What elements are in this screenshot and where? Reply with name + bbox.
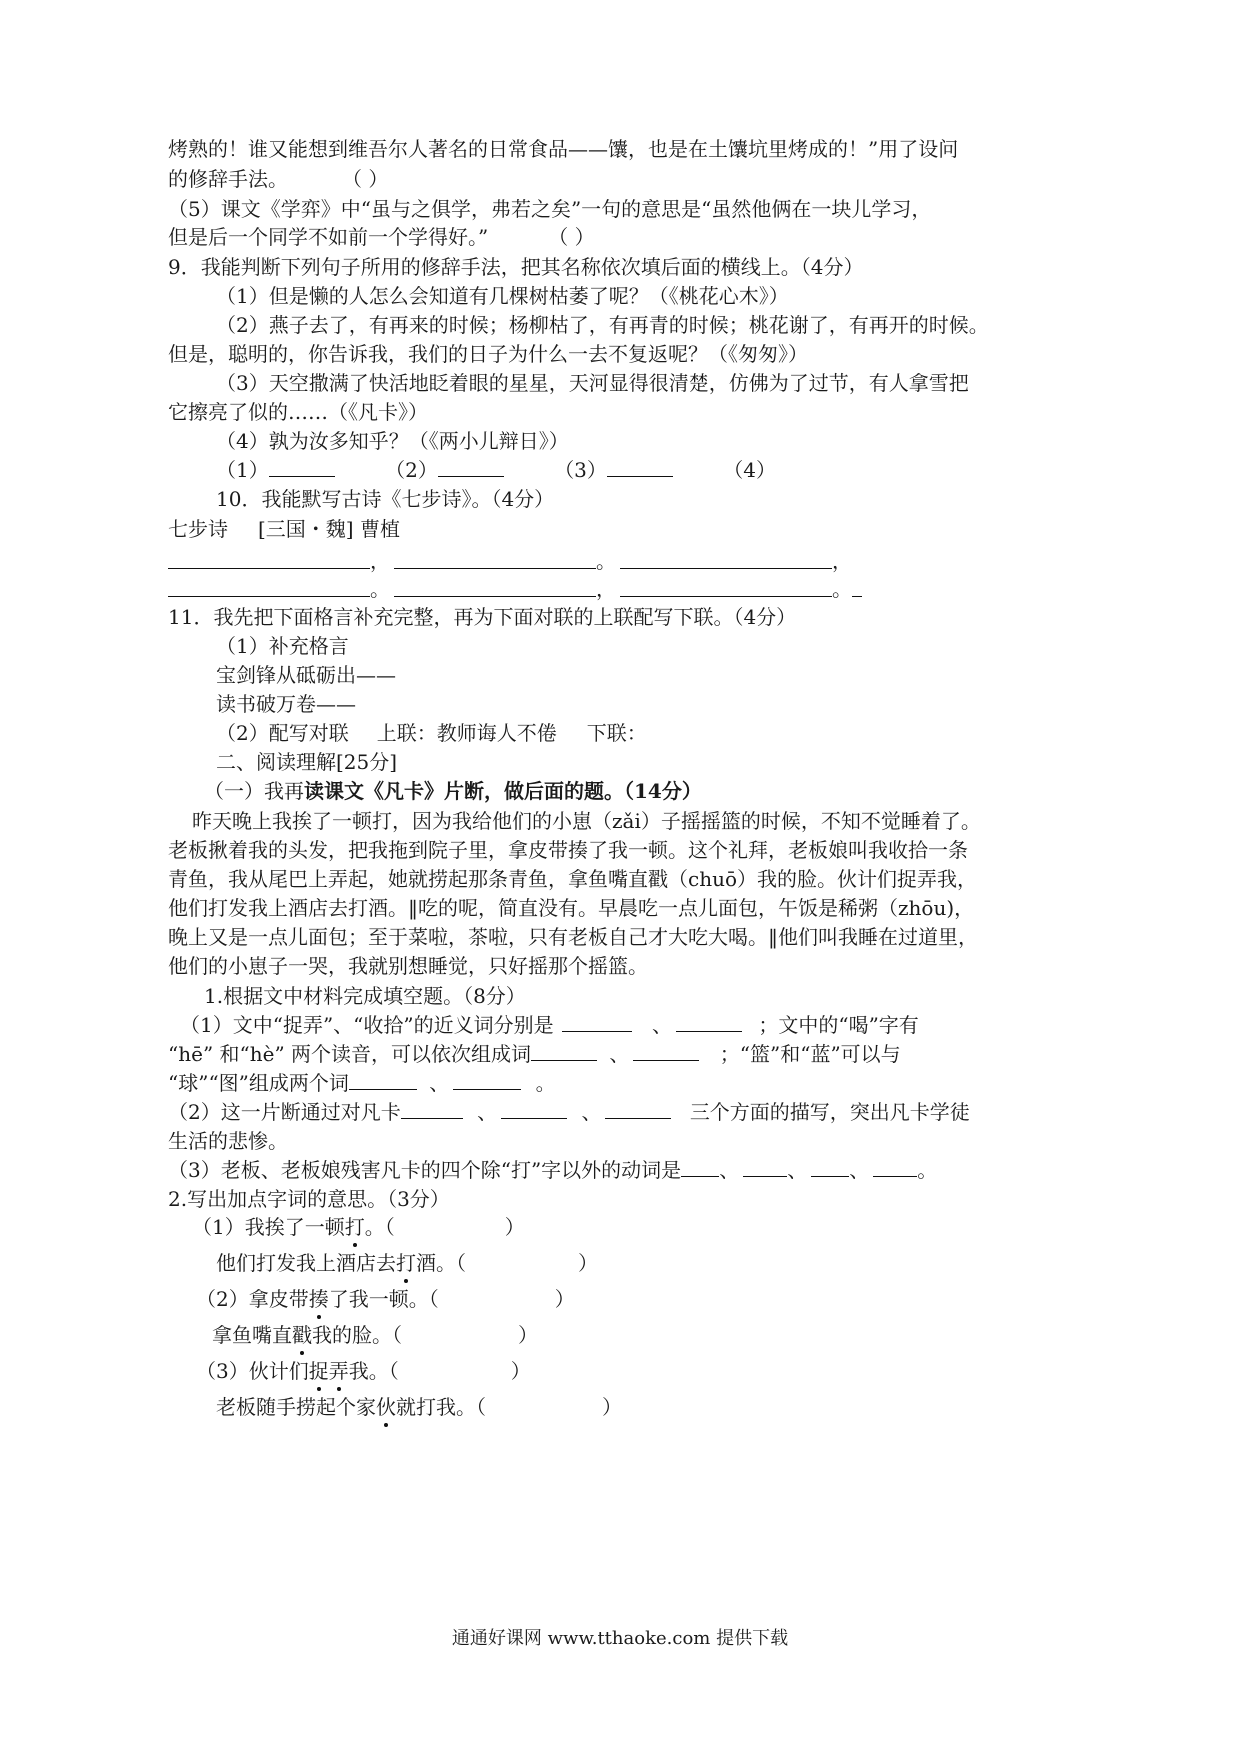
answer-paren-close[interactable]: ） [504,1215,525,1239]
text-line: 的修辞手法。 （ ） [168,167,389,191]
text-line: 读书破万卷—— [216,692,356,716]
subquestion-heading: 1.根据文中材料完成填空题。（8分） [204,984,526,1008]
page-footer: 通通好课网 www.tthaoke.com 提供下载 [451,1628,789,1649]
poem-blank[interactable] [620,568,832,569]
answer-blank[interactable] [811,1158,849,1177]
text-line: （2）配写对联 上联：教师诲人不倦 下联： [216,721,647,745]
dotted-char: 弄 [328,1359,349,1383]
text-line: （2）燕子去了，有再来的时候；杨柳枯了，有再青的时候；桃花谢了，有再开的时候。 [216,313,989,337]
answer-blank[interactable] [438,458,504,477]
passage-line: 昨天晚上我挨了一顿打，因为我给他们的小崽（zǎi）子摇摇篮的时候，不知不觉睡着了。 [192,809,981,833]
dotted-char: 打 [344,1215,365,1239]
answer-paren-close[interactable]: ） [602,1395,622,1419]
poem-blank [852,596,862,597]
section-subheading: （一）我再读课文《凡卡》片断，做后面的题。（14分） [204,779,702,803]
passage-line: 他们的小崽子一哭，我就别想睡觉，只好摇那个摇篮。 [168,954,648,978]
text-line: 但是后一个同学不如前一个学得好。” （ ） [168,225,595,249]
text-line: （1）补充格言 [216,634,349,658]
answer-blank[interactable] [501,1100,567,1119]
text-line: 烤熟的！谁又能想到维吾尔人著名的日常食品——馕，也是在土馕坑里烤成的！”用了设问 [168,137,959,161]
answer-blank[interactable] [349,1071,417,1090]
answer-blank[interactable] [401,1100,463,1119]
text-line: 拿鱼嘴直戳我的脸。（ ） [212,1323,538,1347]
passage-line: 他们打发我上酒店去打酒。‖吃的呢，简直没有。早晨吃一点儿面包，午饭是稀粥（zhōu)， [168,896,975,920]
text-line: （5）课文《学弈》中“虽与之俱学，弗若之矣”一句的意思是“虽然他俩在一块儿学习， [168,197,932,221]
poem-blank[interactable] [394,596,596,597]
poem-punct: ， [596,577,616,601]
question-11-heading: 11．我先把下面格言补充完整，再为下面对联的上联配写下联。（4分） [168,605,797,629]
answer-label: （1） [216,458,269,482]
answer-blank[interactable] [531,1042,597,1061]
passage-line: 晚上又是一点儿面包；至于菜啦，茶啦，只有老板自己才大吃大喝。‖他们叫我睡在过道里， [168,925,978,949]
answer-label: （2） [385,458,438,482]
answer-paren[interactable]: （ ） [558,225,595,249]
text-line: “hē” 和“hè” 两个读音，可以依次组成词 、 ；“篮”和“蓝”可以与 [168,1042,901,1066]
answer-blank[interactable] [681,1158,719,1177]
dotted-char: 打 [396,1251,416,1275]
answer-paren[interactable]: （ ） [352,167,389,191]
text-line: 宝剑锋从砥砺出—— [216,663,396,687]
section-heading: 二、阅读理解[25分] [216,750,398,774]
answer-paren-close[interactable]: ） [510,1359,531,1383]
text-line: 老板随手捞起个家伙就打我。（ ） [216,1395,622,1419]
answer-blank[interactable] [562,1013,632,1032]
answer-paren-close[interactable]: ） [578,1251,598,1275]
dotted-char: 戳 [292,1323,312,1347]
answer-blank[interactable] [633,1042,699,1061]
dotted-char: 伙 [376,1395,396,1419]
dotted-char: 捉 [308,1359,329,1383]
question-9-heading: 9．我能判断下列句子所用的修辞手法，把其名称依次填后面的横线上。（4分） [168,255,864,279]
passage-line: 青鱼，我从尾巴上弄起，她就捞起那条青鱼，拿鱼嘴直戳（chuō）我的脸。伙计们捉弄我， [168,867,978,891]
text-line: 它擦亮了似的……（《凡卡》） [168,400,428,424]
text-line: （1）但是懒的人怎么会知道有几棵树枯萎了呢？（《桃花心木》） [216,284,789,308]
answer-paren-close[interactable]: ） [554,1287,575,1311]
text-line: （1）我挨了一顿打。（ ） [192,1215,525,1239]
answer-paren-close[interactable]: ） [518,1323,538,1347]
answer-blank[interactable] [269,458,335,477]
poem-punct: 。 [832,577,852,601]
passage-line: 老板揪着我的头发，把我拖到院子里，拿皮带揍了我一顿。这个礼拜，老板娘叫我收拾一条 [168,838,968,862]
text-line: （3）老板、老板娘残害凡卡的四个除“打”字以外的动词是 、 、 、 。 [168,1158,938,1182]
poem-punct: 。 [596,549,616,573]
question-10-heading: 10．我能默写古诗《七步诗》。（4分） [216,487,555,511]
text-line: （1）文中“捉弄”、“收拾”的近义词分别是 、 ；文中的“喝”字有 [180,1013,919,1037]
poem-blank[interactable] [620,596,832,597]
poem-punct: 。 [370,577,390,601]
poem-blank[interactable] [168,568,370,569]
answer-blank[interactable] [873,1158,917,1177]
poem-punct: ， [370,549,390,573]
text-line: 生活的悲惨。 [168,1129,288,1153]
answer-blank[interactable] [607,458,673,477]
text-line: （4）孰为汝多知乎？（《两小儿辩日》） [216,429,569,453]
poem-punct: ， [832,549,852,573]
answer-label: （4） [723,458,777,482]
text-line: 但是，聪明的，你告诉我，我们的日子为什么一去不复返呢？（《匆匆》） [168,342,808,366]
poem-blank[interactable] [168,596,370,597]
text-line: （2）这一片断通过对凡卡 、 、 三个方面的描写，突出凡卡学徒 [168,1100,970,1124]
text-line: （3）伙计们捉弄我。（ ） [196,1359,531,1383]
text-line: “球”“图”组成两个词 、 。 [168,1071,556,1095]
answer-label: （3） [554,458,607,482]
answer-row [216,457,776,483]
text-line: （3）天空撒满了快活地眨着眼的星星，天河显得很清楚，仿佛为了过节，有人拿雪把 [216,371,969,395]
poem-heading: 七步诗 [三国・魏] 曹植 [168,517,400,541]
subquestion-heading: 2.写出加点字词的意思。（3分） [168,1187,450,1211]
poem-blank[interactable] [394,568,596,569]
text-line: （2）拿皮带揍了我一顿。（ ） [196,1287,575,1311]
dotted-char: 揍 [308,1287,329,1311]
answer-blank[interactable] [676,1013,742,1032]
answer-blank[interactable] [453,1071,521,1090]
answer-blank[interactable] [605,1100,671,1119]
text-line: 他们打发我上酒店去打酒。（ ） [216,1251,598,1275]
answer-blank[interactable] [743,1158,787,1177]
